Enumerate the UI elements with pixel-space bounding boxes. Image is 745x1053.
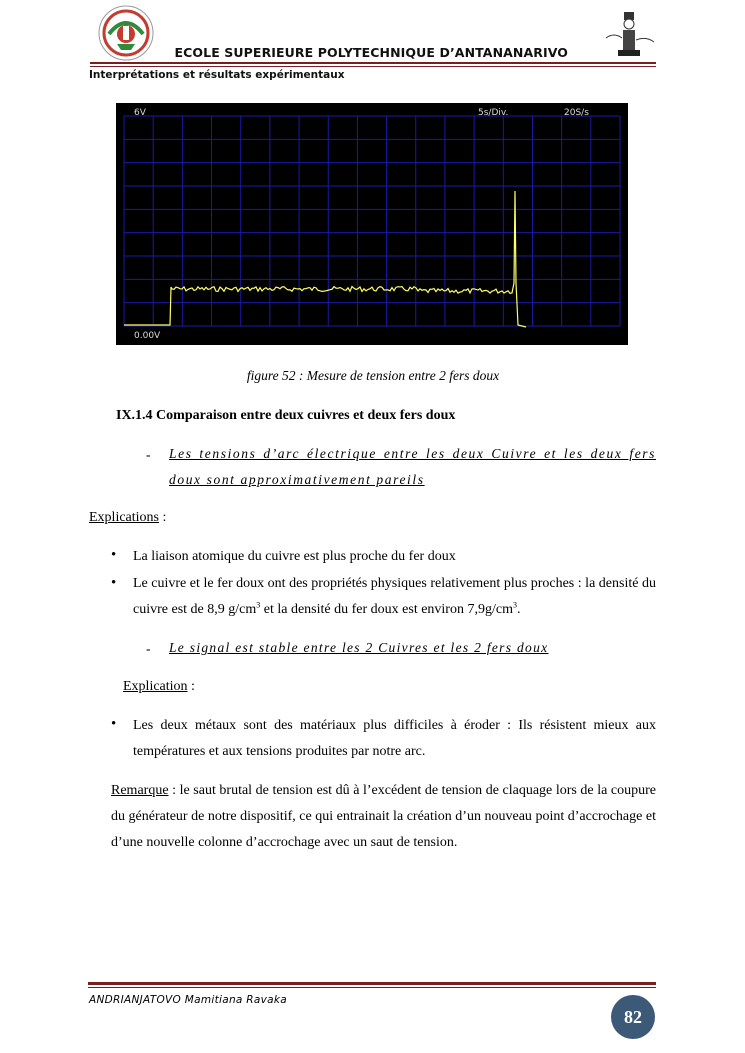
offset-label: 0.00V: [134, 331, 161, 341]
header-rule-thin: [90, 66, 656, 67]
oscilloscope-figure: [116, 103, 628, 345]
section-heading: IX.1.4 Comparaison entre deux cuivres et deux fers doux: [116, 408, 456, 423]
bullet-3-text: Les deux métaux sont des matériaux plus difficiles à éroder : Ils résistent mieux aux températures et aux tensions produites par notre arc.: [133, 718, 656, 759]
voltage-trace: [124, 191, 526, 327]
page-number-badge: 82: [611, 995, 655, 1039]
figure-caption: figure 52 : Mesure de tension entre 2 fers doux: [246, 368, 500, 383]
bullet-marker: •: [111, 547, 117, 563]
superscript-3: 3: [256, 600, 261, 610]
bullet-2-text: [133, 571, 656, 623]
bullet-marker: •: [111, 716, 117, 732]
timebase-label: 5s/Div.: [478, 108, 509, 118]
author-name: ANDRIANJATOVO Mamitiana Ravaka: [89, 994, 287, 1006]
header-rule: [90, 62, 656, 64]
dash-marker: -: [146, 447, 151, 462]
period: .: [516, 602, 521, 617]
explications-line: [89, 510, 166, 526]
explication-line: [123, 679, 195, 695]
colon: :: [159, 510, 167, 525]
footer-rule-thin: [88, 987, 656, 988]
explications-label: Explications: [89, 510, 159, 525]
point-2-text: Le signal est stable entre les 2 Cuivres et les 2 fers doux: [169, 640, 549, 655]
bullet-marker: •: [111, 575, 117, 591]
channel-label: 6V: [134, 108, 146, 118]
school-name: ECOLE SUPERIEURE POLYTECHNIQUE D’ANTANANARIVO: [174, 45, 568, 60]
colon: :: [187, 679, 195, 694]
samplerate-label: 20S/s: [564, 108, 589, 118]
bullet-1-text: La liaison atomique du cuivre est plus proche du fer doux: [133, 549, 456, 564]
dash-marker: -: [146, 641, 151, 656]
scope-grid: [124, 116, 620, 326]
remark-paragraph: [111, 778, 656, 856]
explication-label: Explication: [123, 679, 188, 694]
remarque-text: : le saut brutal de tension est dû à l’excédent de tension de claquage lors de la coupure du générateur de notre dispositif, ce qui entrainait la création d’un nouveau point d’accrochage et d’une nouvelle colonne d’accrochage avec un saut de tension.: [111, 783, 656, 850]
bullet-2-part-a: Le cuivre et le fer doux ont des propriétés physiques relativement plus proches : la densité du cuivre est de 8,9 g/cm: [133, 576, 656, 617]
running-section-title: Interprétations et résultats expérimentaux: [89, 69, 345, 81]
bullet-2-part-b: et la densité du fer doux est environ 7,9g/cm: [260, 602, 513, 617]
footer-rule: [88, 982, 656, 985]
remarque-label: Remarque: [111, 783, 169, 798]
superscript-3: 3: [512, 600, 517, 610]
point-1-text: Les tensions d’arc électrique entre les deux Cuivre et les deux fers doux sont approximativement pareils: [169, 446, 656, 487]
